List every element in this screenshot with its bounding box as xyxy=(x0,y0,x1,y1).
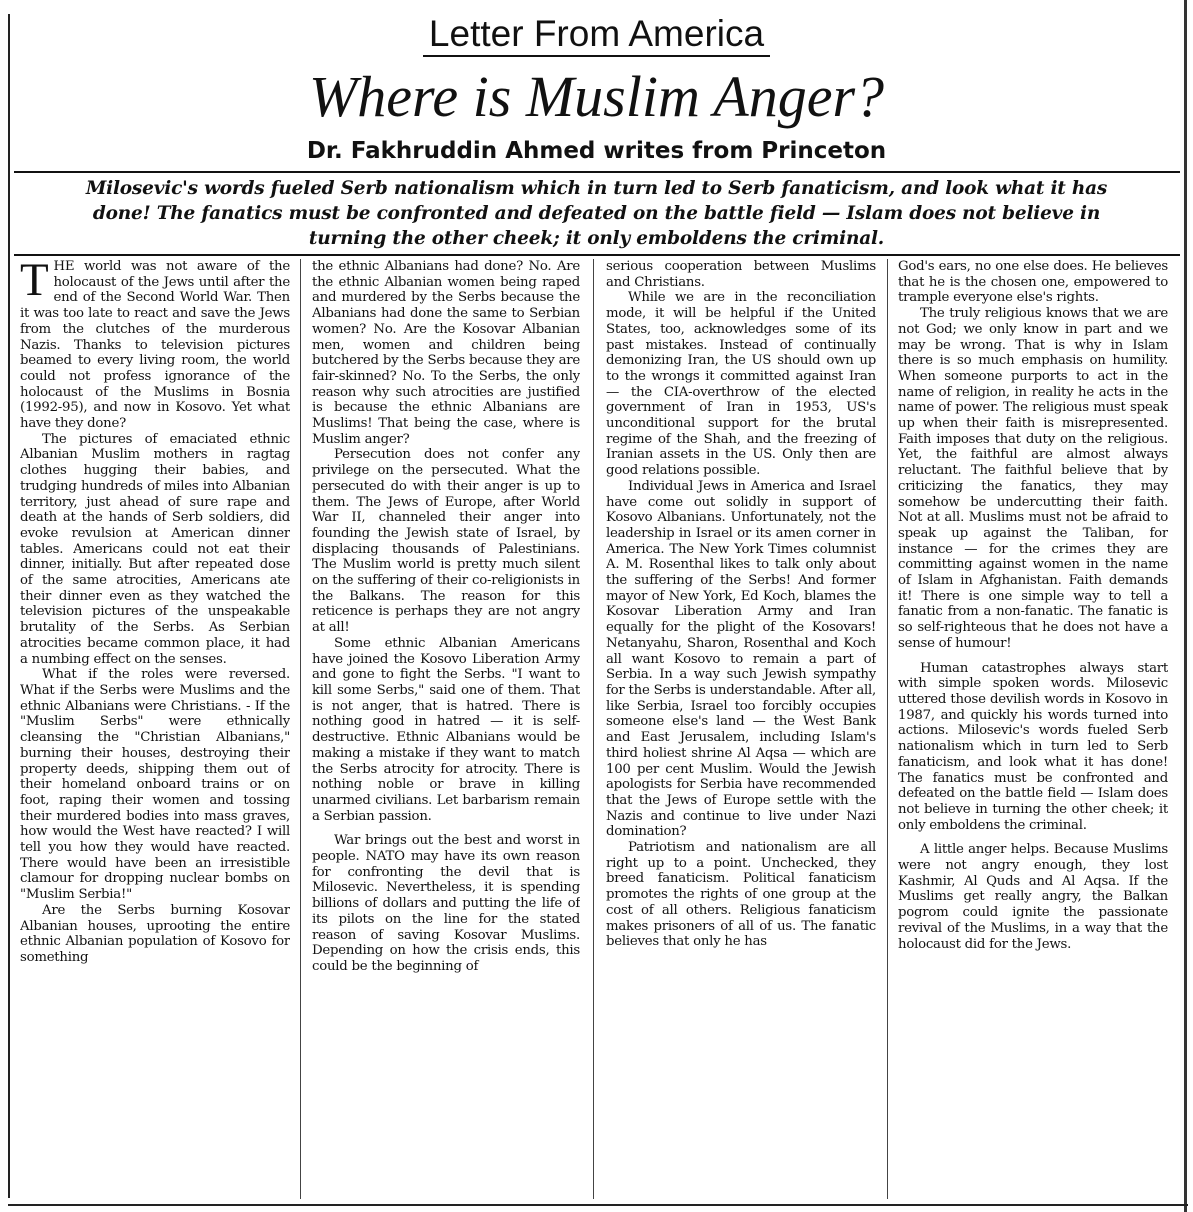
paragraph: What if the roles were reversed. What if the Serbs were Muslims and the ethnic Albanians were Christians. - If the "Muslim Serbs" were ethnically cleansing the "Christian Albanians," burning their houses, destroying their property deeds, shipping them out of their homeland onboard trains or on foot, raping their women and tossing their murdered bodies into mass graves, how would the West have reacted? I will tell you how they would have reacted. There would have been an irresistible clamour for dropping nuclear bombs on "Muslim Serbia!" xyxy=(20,667,290,903)
paragraph: the ethnic Albanians had done? No. Are the ethnic Albanian women being raped and murdered by the Serbs because the Albanians had done the same to Serbian women? No. Are the Kosovar Albanian men, women and children being butchered by the Serbs because they are fair-skinned? No. To the Serbs, the only reason why such atrocities are justified is because the ethnic Albanians are Muslims! That being the case, where is Muslim anger? xyxy=(312,259,580,447)
deck-top-rule xyxy=(14,171,1180,173)
section-kicker xyxy=(0,12,1193,56)
paragraph: THE world was not aware of the holocaust of the Jews until after the end of the Second World War. Then it was too late to react and save the Jews from the clutches of the murderous Nazis. Thanks to television pictures beamed to every living room, the world could not profess ignorance of the holocaust of the Muslims in Bosnia (1992-95), and now in Kosovo. Yet what have they done? xyxy=(20,259,290,432)
paragraph: While we are in the reconciliation mode, it will be helpful if the United States, too, acknowledges some of its past mistakes. Instead of continually demonizing Iran, the US should own up to the wrongs it committed against Iran — the CIA-overthrow of the elected government of Iran in 1953, US's unconditional support for the brutal regime of the Shah, and the freezing of Iranian assets in the US. Only then are good relations possible. xyxy=(606,290,876,479)
drop-cap: T xyxy=(20,259,49,306)
deck-bottom-rule xyxy=(14,254,1180,256)
column-divider xyxy=(593,259,594,1199)
paragraph: Are the Serbs burning Kosovar Albanian houses, uprooting the entire ethnic Albanian population of Kosovo for something xyxy=(20,902,290,965)
paragraph: Patriotism and nationalism are all right up to a point. Unchecked, they breed fanaticism. Political fanaticism promotes the rights of one group at the cost of all others. Religious fanaticism makes prisoners of all of us. The fanatic believes that only he has xyxy=(606,840,876,950)
paragraph: Individual Jews in America and Israel have come out solidly in support of Kosovo Albanians. Unfortunately, not the leadership in Israel or its amen corner in America. The New York Times columnist A. M. Rosenthal likes to talk only about the suffering of the Serbs! And former mayor of New York, Ed Koch, blames the Kosovar Liberation Army and Iran equally for the plight of the Kosovars! Netanyahu, Sharon, Rosenthal and Koch all want Kosovo to remain a part of Serbia. In a way such Jewish sympathy for the Serbs is understandable. After all, like Serbia, Israel too forcibly occupies someone else's land — the West Bank and East Jerusalem, including Islam's third holiest shrine Al Aqsa — which are 100 per cent Muslim. Would the Jewish apologists for Serbia have recommended that the Jews of Europe settle with the Nazis and continue to live under Nazi domination? xyxy=(606,478,876,840)
paragraph: Some ethnic Albanian Americans have joined the Kosovo Liberation Army and gone to fight the Serbs. "I want to kill some Serbs," said one of them. That is not anger, that is hatred. There is nothing good in hatred — it is self-destructive. Ethnic Albanians would be making a mistake if they want to match the Serbs atrocity for atrocity. There is nothing noble or brave in killing unarmed civilians. Let barbarism remain a Serbian passion. xyxy=(312,635,580,824)
headline: Where is Muslim Anger? xyxy=(308,64,885,129)
page-border-right xyxy=(1184,0,1187,1212)
byline: Dr. Fakhruddin Ahmed writes from Princeton xyxy=(306,138,887,164)
paragraph: War brings out the best and worst in people. NATO may have its own reason for confronting the devil that is Milosevic. Nevertheless, it is spending billions of dollars and putting the life of its pilots on the line for the stated reason of saving Kosovar Muslims. Depending on how the crisis ends, this could be the beginning of xyxy=(312,833,580,974)
paragraph: The pictures of emaciated ethnic Albanian Muslim mothers in ragtag clothes hugging their babies, and trudging hundreds of miles into Albanian territory, just ahead of sure rape and death at the hands of Serb soldiers, did evoke revulsion at American dinner tables. Americans could not eat their dinner, initially. But after repeated dose of the same atrocities, Americans ate their dinner even as they watched the television pictures of the unspeakable brutality of the Serbs. As Serbian atrocities became common place, it had a numbing effect on the senses. xyxy=(20,431,290,667)
paragraph: God's ears, no one else does. He believes that he is the chosen one, empowered to trample everyone else's rights. xyxy=(898,259,1168,306)
article-column-3 xyxy=(606,259,876,1199)
paragraph: serious cooperation between Muslims and Christians. xyxy=(606,259,876,290)
article-column-1 xyxy=(20,259,290,1199)
article-column-4 xyxy=(898,259,1168,1199)
deck-summary: Milosevic's words fueled Serb nationalism which in turn led to Serb fanaticism, and look what it has done! The fanatics must be confronted and defeated on the battle field — Islam does not believe in turning the other cheek; it only emboldens the criminal. xyxy=(85,178,1108,249)
page-border-left xyxy=(8,14,10,1198)
page-border-bottom xyxy=(8,1204,1188,1206)
kicker-text: Letter From America xyxy=(423,13,770,57)
paragraph: A little anger helps. Because Muslims were not angry enough, they lost Kashmir, Al Quds and Al Aqsa. If the Muslims get really angry, the Balkan pogrom could ignite the passionate revival of the Muslims, in a way that the holocaust did for the Jews. xyxy=(898,842,1168,952)
paragraph: Persecution does not confer any privilege on the persecuted. What the persecuted do with their anger is up to them. The Jews of Europe, after World War II, channeled their anger into founding the Jewish state of Israel, by displacing thousands of Palestinians. The Muslim world is pretty much silent on the suffering of their co-religionists in the Balkans. The reason for this reticence is perhaps they are not angry at all! xyxy=(312,447,580,636)
column-divider xyxy=(887,259,888,1199)
paragraph: Human catastrophes always start with simple spoken words. Milosevic uttered those devilish words in Kosovo in 1987, and quickly his words turned into actions. Milosevic's words fueled Serb nationalism which in turn led to Serb fanaticism, and look what it has done! The fanatics must be confronted and defeated on the battle field — Islam does not believe in turning the other cheek; it only emboldens the criminal. xyxy=(898,660,1168,833)
paragraph: The truly religious knows that we are not God; we only know in part and we may be wrong. That is why in Islam there is so much emphasis on humility. When someone purports to act in the name of religion, in reality he acts in the name of power. The religious must speak up when their faith is misrepresented. Faith imposes that duty on the religious. Yet, the faithful are almost always reluctant. The faithful believe that by criticizing the fanatics, they may somehow be undercutting their faith. Not at all. Muslims must not be afraid to speak up against the Taliban, for instance — for the crimes they are committing against women in the name of Islam in Afghanistan. Faith demands it! There is one simple way to tell a fanatic from a non-fanatic. The fanatic is so self-righteous that he does not have a sense of humour! xyxy=(898,306,1168,651)
column-divider xyxy=(300,259,301,1199)
article-column-2 xyxy=(312,259,580,1199)
